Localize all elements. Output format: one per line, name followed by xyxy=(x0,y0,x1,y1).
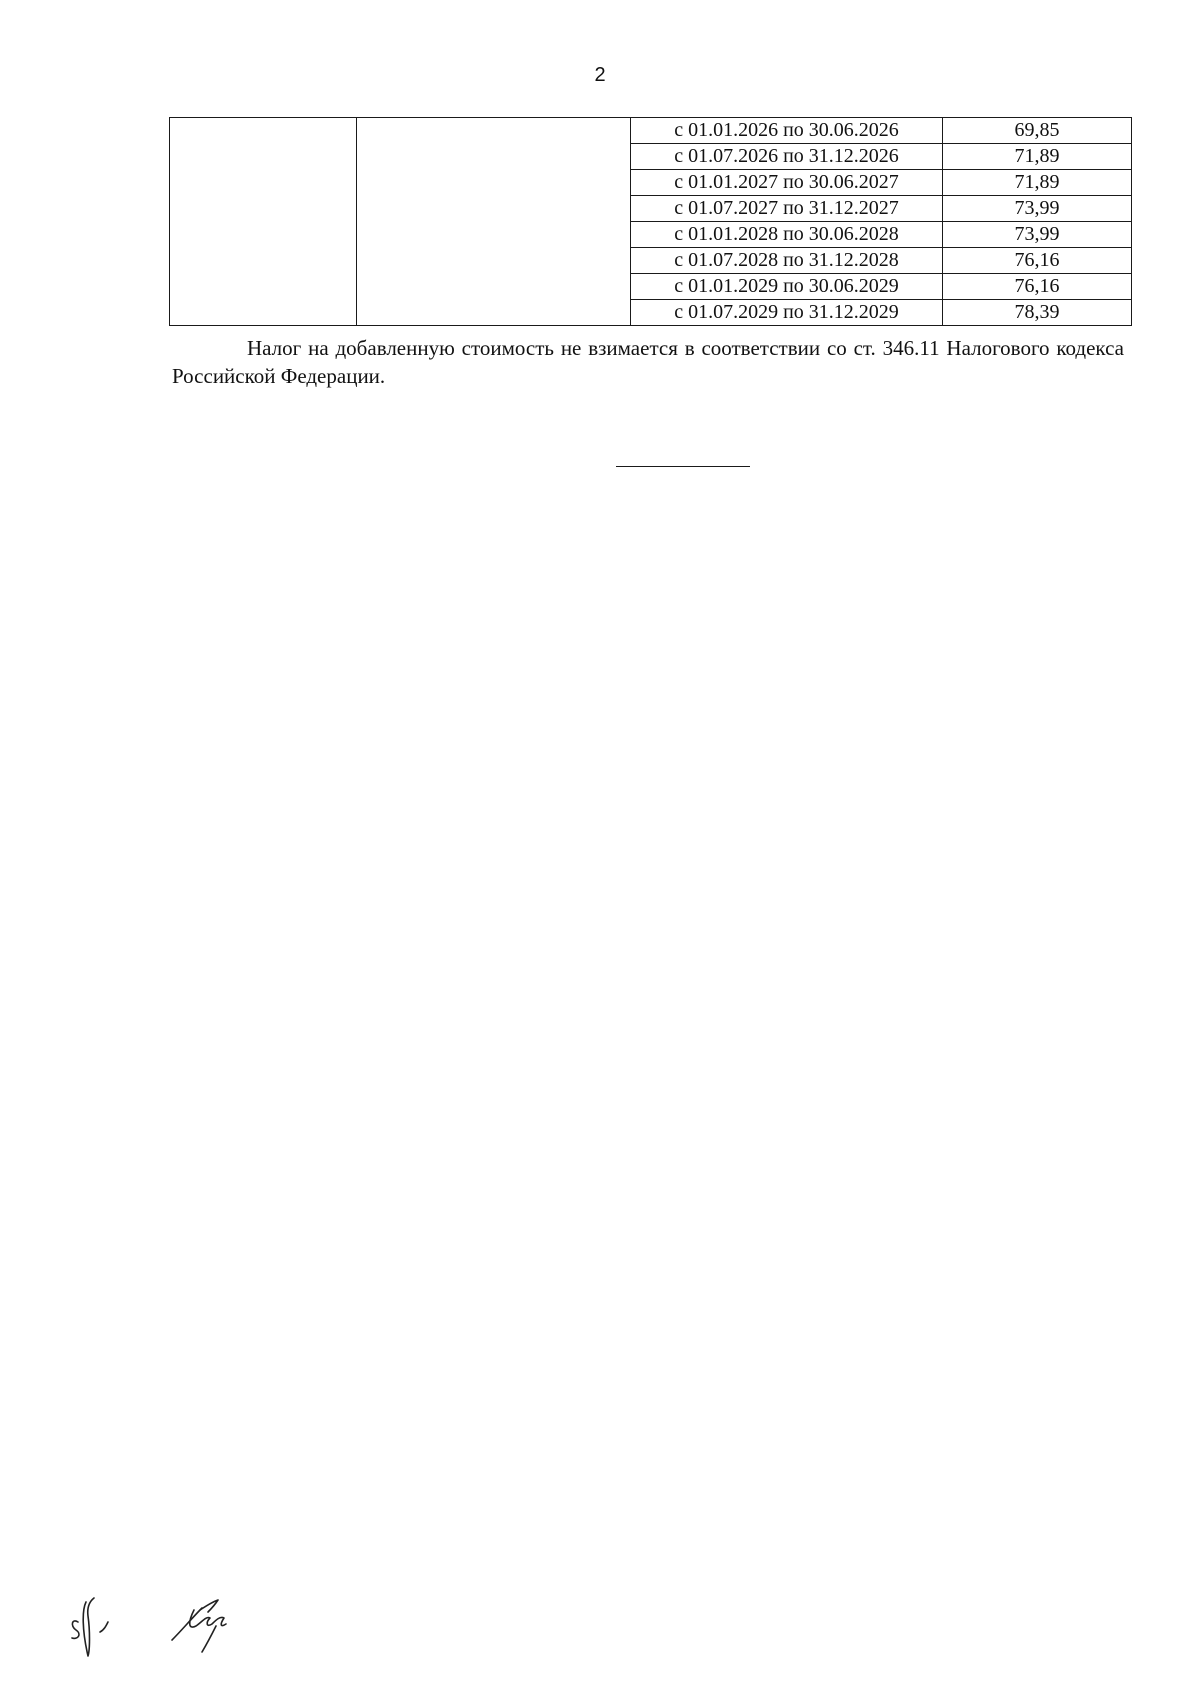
empty-merged-cell-2 xyxy=(357,118,631,326)
initial-stroke xyxy=(83,1598,94,1656)
value-cell: 78,39 xyxy=(943,300,1132,326)
value-cell: 69,85 xyxy=(943,118,1132,144)
initial-stroke xyxy=(202,1626,216,1652)
page-number: 2 xyxy=(594,64,606,86)
period-cell: с 01.01.2028 по 30.06.2028 xyxy=(631,222,943,248)
table-row xyxy=(170,118,1132,144)
period-cell: с 01.07.2026 по 31.12.2026 xyxy=(631,144,943,170)
tariff-table xyxy=(169,117,1132,326)
period-cell: с 01.01.2026 по 30.06.2026 xyxy=(631,118,943,144)
value-cell: 73,99 xyxy=(943,222,1132,248)
separator-line xyxy=(616,466,750,467)
period-cell: с 01.07.2029 по 31.12.2029 xyxy=(631,300,943,326)
handwritten-initials xyxy=(60,1560,260,1660)
initial-stroke xyxy=(100,1622,108,1632)
period-cell: с 01.07.2027 по 31.12.2027 xyxy=(631,196,943,222)
empty-merged-cell-1 xyxy=(170,118,357,326)
period-cell: с 01.01.2027 по 30.06.2027 xyxy=(631,170,943,196)
initial-stroke xyxy=(72,1621,79,1638)
initial-stroke xyxy=(200,1600,218,1612)
period-cell: с 01.07.2028 по 31.12.2028 xyxy=(631,248,943,274)
period-cell: с 01.01.2029 по 30.06.2029 xyxy=(631,274,943,300)
value-cell: 76,16 xyxy=(943,248,1132,274)
vat-note: Налог на добавленную стоимость не взимается в соответствии со ст. 346.11 Налогового кодекса Российской Федерации. xyxy=(172,336,1124,388)
value-cell: 71,89 xyxy=(943,144,1132,170)
value-cell: 73,99 xyxy=(943,196,1132,222)
value-cell: 71,89 xyxy=(943,170,1132,196)
value-cell: 76,16 xyxy=(943,274,1132,300)
